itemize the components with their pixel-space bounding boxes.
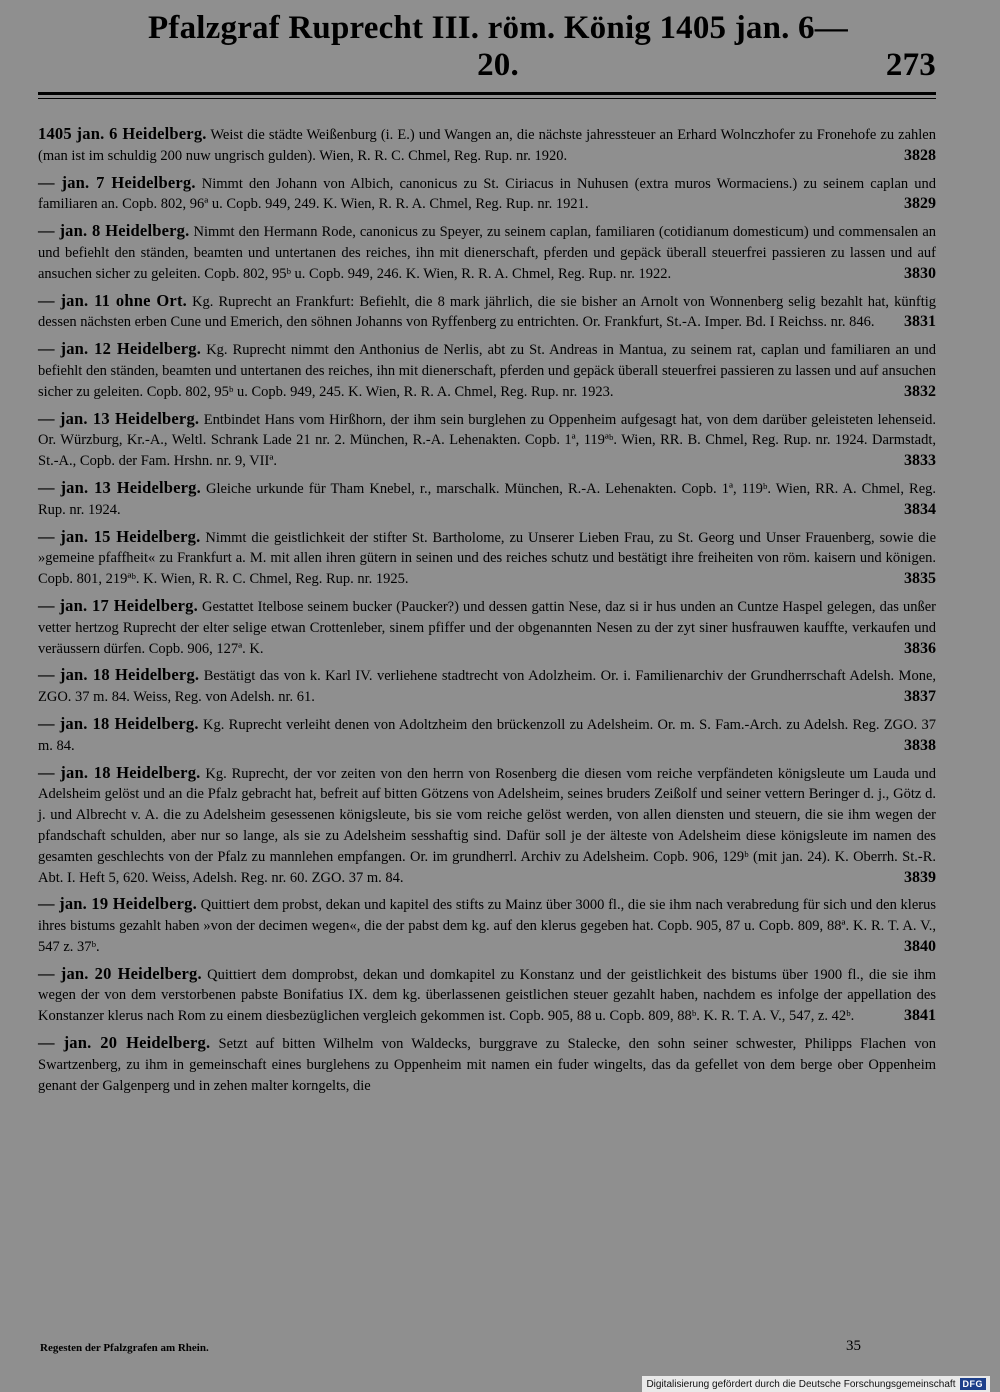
regest-entry <box>38 527 936 590</box>
entry-number: 3831 <box>904 313 936 331</box>
entry-date: — jan. 13 Heidelberg. <box>38 408 200 428</box>
regest-entry <box>38 894 936 957</box>
regest-entry <box>38 1033 936 1096</box>
running-title: Pfalzgraf Ruprecht III. röm. König 1405 jan. 6—20. <box>148 10 848 83</box>
entry-date: — jan. 18 Heidelberg. <box>38 762 201 782</box>
entry-text: Nimmt den Johann von Albich, canonicus zu St. Ciriacus in Nuhusen (extra muros Wormaciens.) zu seinem caplan und familiaren an. Copb. 802, 96ª u. Copb. 949, 249. K. Wien, R. R. A. Chmel, Reg. Rup. nr. 1921. <box>38 175 936 213</box>
entry-text: Bestätigt das von k. Karl IV. verliehene stadtrecht von Adolzheim. Or. i. Familienarchiv der Grundherrschaft Adelsh. Mone, ZGO. 37 m. 84. Weiss, Reg. von Adelsh. nr. 61. <box>38 668 937 706</box>
entry-date: — jan. 18 Heidelberg. <box>38 713 199 733</box>
entry-date: — jan. 11 ohne Ort. <box>38 290 187 310</box>
regest-entry <box>38 714 936 757</box>
entry-date: — jan. 15 Heidelberg. <box>38 526 201 546</box>
entry-text: Nimmt die geistlichkeit der stifter St. Bartholome, zu Unserer Lieben Frau, zu St. Georg und Unser Frauenberg, sowie die »gemeine pfaffheit« zu Frankfurt a. M. mit allen ihren gütern in seinen und des reiches schutz und bestätigt ihre freiheiten von röm. kaisern und königen. Copb. 801, 219ªᵇ. K. Wien, R. R. C. Chmel, Reg. Rup. nr. 1925. <box>38 529 937 588</box>
entry-number: 3836 <box>904 639 936 657</box>
entry-text: Quittiert dem probst, dekan und kapitel des stifts zu Mainz über 3000 fl., die sie ihm nach verabredung für sich und den klerus ihres bistums gezahlt haben »von der decimen wegen«, die der pabst dem kg. auf den klerus gegeben hat. Copb. 905, 87 u. Copb. 809, 88ª. K. R. T. A. V., 547 z. 37ᵇ. <box>38 897 936 955</box>
dfg-logo: DFG <box>960 1378 987 1390</box>
entry-text: Gestattet Itelbose seinem bucker (Paucker?) und dessen gattin Nese, daz si ir hus unden an Cuntze Haspel gelegen, das unßer vetter hertzog Ruprecht der elter selige etwan Crottenleber, sinem pfiffer und der obgenannten Nesen zu der zyt siner husfrauwen kauffte, verkaufen und veräussern dürfen. Copb. 906, 127ª. K. <box>38 598 936 657</box>
entry-date: — jan. 20 Heidelberg. <box>38 963 202 983</box>
entry-number: 3837 <box>904 688 936 706</box>
entry-text: Kg. Ruprecht, der vor zeiten von den herrn von Rosenberg die diesen vom reiche verpfändeten königsleute um Lauda und Adelsheim gelöst und an die Pfalz gebracht hat, befreit auf bitten Götzens von Adelsheim, seines bruders Zeißolf und seiner vettern Beringer d. j., Götz d. j. und Albrecht v. A. die zu Adelsheim gesessenen königsleute, bis sie vom reiche gelöst werden, von allen diensten und steuern, die sie ihm wegen der pfandschaft schulden, aber nur so lange, als sie zu Adelsheim sesshaftig sind. Dafür soll je der älteste von Adelsheim diese königsleute im namen des gesamten geschlechts von der Pfalz zu mannlehen empfangen. Or. im grundherrl. Archiv zu Adelsheim. Copb. 906, 129ᵇ (mit jan. 24). K. Oberrh. St.-R. Abt. I. Heft 5, 620. Weiss, Adelsh. Reg. nr. 60. ZGO. 37 m. 84. <box>38 765 936 886</box>
entry-date: — jan. 18 Heidelberg. <box>38 665 200 685</box>
entry-number: 3840 <box>904 937 936 955</box>
footer-series-title: Regesten der Pfalzgrafen am Rhein. <box>40 1342 209 1354</box>
entry-text: Weist die städte Weißenburg (i. E.) und Wangen an, die nächste jahressteuer an Erhard Wolnczhofer zu Fronehofe zu zahlen (man ist im schuldig 200 nuw ungrisch gulden). Wien, R. R. C. Chmel, Reg. Rup. nr. 1920. <box>38 127 936 164</box>
entry-number: 3830 <box>904 264 936 282</box>
entry-number: 3838 <box>904 736 936 754</box>
entry-date: — jan. 7 Heidelberg. <box>38 172 196 192</box>
regest-entry <box>38 964 936 1027</box>
regest-entry <box>38 478 936 521</box>
entry-number: 3834 <box>904 500 936 518</box>
entry-text: Kg. Ruprecht verleiht denen von Adoltzheim den brückenzoll zu Adelsheim. Or. m. S. Fam.-Arch. zu Adelsh. Reg. ZGO. 37 m. 84. <box>38 716 937 754</box>
regest-entry <box>38 339 936 402</box>
regest-entry <box>38 291 936 334</box>
entry-number: 3832 <box>904 382 936 400</box>
header-rule-thin <box>38 98 936 99</box>
entry-date: — jan. 17 Heidelberg. <box>38 595 198 615</box>
entry-text: Entbindet Hans vom Hirßhorn, der ihm sein burglehen zu Oppenheim aufgesagt hat, von dem darüber geleisteten lehenseid. Or. Würzburg, Kr.-A., Weltl. Schrank Lade 21 nr. 2. München, R.-A. Lehenakten. Copb. 1ª, 119ªᵇ. Wien, RR. B. Chmel, Reg. Rup. nr. 1924. Darmstadt, St.-A., Copb. der Fam. Hrshn. nr. 9, VIIª. <box>38 411 937 470</box>
entry-text: Gleiche urkunde für Tham Knebel, r., marschalk. München, R.-A. Lehenakten. Copb. 1ª, 119ᵇ. Wien, RR. A. Chmel, Reg. Rup. nr. 1924. <box>38 480 937 518</box>
regest-list <box>38 124 936 1102</box>
entry-date: — jan. 20 Heidelberg. <box>38 1033 211 1053</box>
entry-number: 3835 <box>904 570 936 588</box>
running-header <box>40 10 936 84</box>
regest-entry <box>38 124 936 167</box>
entry-text: Quittiert dem domprobst, dekan und domkapitel zu Konstanz und der geistlichkeit des bistums über 1900 fl., die sie ihm wegen der von dem verstorbenen pabste Bonifatius IX. dem kg. überlassenen geistlichen steuer gezahlt haben, nachdem es infolge der appellation des Konstanzer klerus nach Rom zu einem diesbezüglichen vergleich gekommen ist. Copb. 905, 88 u. Copb. 809, 88ᵇ. K. R. T. A. V., 547, z. 42ᵇ. <box>38 966 937 1025</box>
entry-date: — jan. 12 Heidelberg. <box>38 339 202 359</box>
regest-entry <box>38 221 936 284</box>
regest-entry <box>38 665 936 708</box>
entry-number: 3839 <box>904 868 936 886</box>
entry-date: 1405 jan. 6 Heidelberg. <box>38 124 207 143</box>
footer-signature: 35 <box>846 1338 861 1354</box>
regest-entry <box>38 409 936 472</box>
regest-entry <box>38 763 936 889</box>
entry-number: 3828 <box>904 146 936 164</box>
entry-text: Kg. Ruprecht an Frankfurt: Befiehlt, die 8 mark jährlich, die sie bisher an Arnolt von Wonnenberg selig bezahlt hat, künftig dessen nächsten erben Cune und Emerich, den söhnen Johanns von Ryffenberg zu entrichten. Or. Frankfurt, St.-A. Imper. Bd. I Reichss. nr. 846. <box>38 293 937 331</box>
entry-number: 3829 <box>904 195 936 213</box>
page-number: 273 <box>885 47 936 83</box>
entry-date: — jan. 13 Heidelberg. <box>38 477 201 497</box>
regest-entry <box>38 596 936 659</box>
entry-date: — jan. 8 Heidelberg. <box>38 221 190 241</box>
entry-date: — jan. 19 Heidelberg. <box>38 894 197 914</box>
regest-entry <box>38 173 936 216</box>
entry-number: 3833 <box>904 452 936 470</box>
header-rule-thick <box>38 92 936 95</box>
entry-text: Setzt auf bitten Wilhelm von Waldecks, burggrave zu Stalecke, den sohn seiner schwester, Philipps Flachen von Swartzenberg, zu ihm in gemeinschaft eines burglehens zu Oppenheim mit namen ein fuder wingelts, das da gefellet von dem berge ober Oppenheim genant der Galgenperg und in zehen malter korngelts, die <box>38 1036 937 1094</box>
dfg-funding-bar <box>642 1376 990 1392</box>
entry-number: 3841 <box>904 1007 936 1025</box>
entry-text: Nimmt den Hermann Rode, canonicus zu Speyer, zu seinem caplan, familiaren (cotidianum domesticum) und commensalen an und befiehlt den ständen, beamten und untertanen des reiches, ihn mit dienerschaft, pferden und gepäck überall steuerfrei passieren zu lassen und auf ansuchen sicher zu geleiten. Copb. 802, 95ᵇ u. Copb. 949, 246. K. Wien, R. R. A. Chmel, Reg. Rup. nr. 1922. <box>38 224 937 282</box>
entry-text: Kg. Ruprecht nimmt den Anthonius de Nerlis, abt zu St. Andreas in Mantua, zu seinem rat, caplan und familiaren an und befiehlt den ständen, beamten und untertanen des reiches, ihn mit dienerschaft, pferden und gepäck überall steuerfrei passieren zu lassen und auf ansuchen sicher zu geleiten. Copb. 802, 95ᵇ u. Copb. 949, 245. K. Wien, R. R. A. Chmel, Reg. Rup. nr. 1923. <box>38 342 936 400</box>
dfg-funding-text: Digitalisierung gefördert durch die Deutsche Forschungsgemeinschaft <box>646 1378 956 1390</box>
